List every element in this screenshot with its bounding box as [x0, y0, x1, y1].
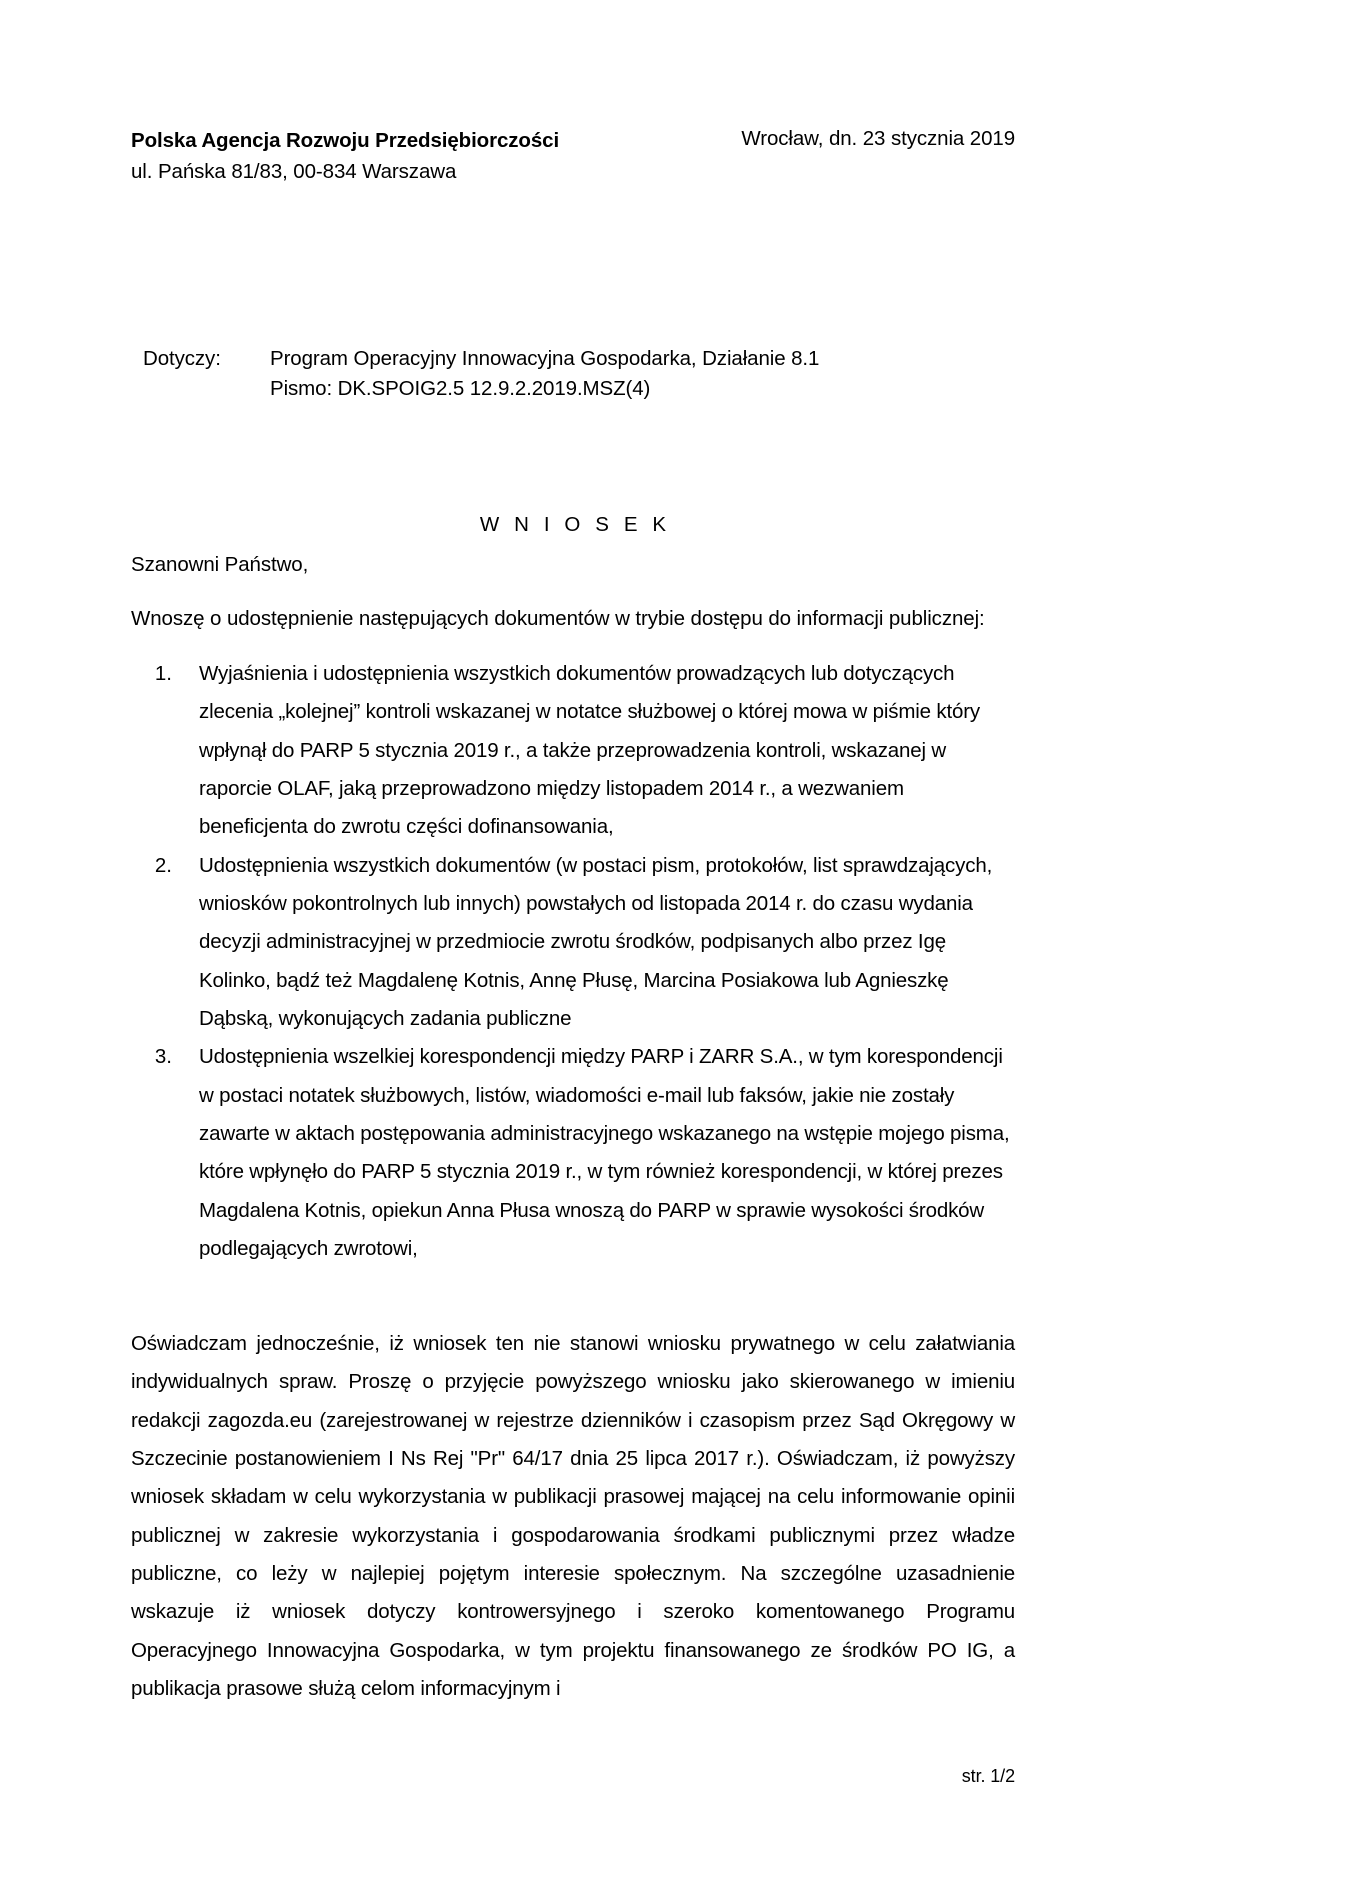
list-item-number: 3.: [154, 1045, 172, 1069]
list-item-text: Udostępnienia wszystkich dokumentów (w postaci pism, protokołów, list sprawdzających, wniosków pokontrolnych lub innych) powstałych od listopada 2014 r. do czasu wydania decyzji administracyjnej w przedmiocie zwrotu środków, podpisanych albo przez Igę Kolinko, bądź też Magdalenę Kotnis, Annę Płusę, Marcina Posiakowa lub Agnieszkę Dąbską, wykonujących zadania publiczne: [199, 853, 993, 1030]
list-item-number: 1.: [154, 662, 172, 685]
organization-address: ul. Pańska 81/83, 00-834 Warszawa: [131, 160, 457, 184]
salutation: Szanowni Państwo,: [131, 553, 309, 576]
document-title: W N I O S E K: [479, 513, 671, 536]
list-item-number: 2.: [154, 853, 172, 877]
request-list: [131, 655, 1015, 1268]
intro-paragraph: Wnoszę o udostępnienie następujących dokumentów w trybie dostępu do informacji publicznej:: [131, 607, 985, 630]
closing-paragraph: Oświadczam jednocześnie, iż wniosek ten nie stanowi wniosku prywatnego w celu załatwiania indywidualnych spraw. Proszę o przyjęcie powyższego wniosku jako skierowanego w imieniu redakcji zagozda.eu (zarejestrowanej w rejestrze dzienników i czasopism przez Sąd Okręgowy w Szczecinie postanowieniem I Ns Rej "Pr" 64/17 dnia 25 lipca 2017 r.). Oświadczam, iż powyższy wniosek składam w celu wykorzystania w publikacji prasowej mającej na celu informowanie opinii publicznej w zakresie wykorzystania i gospodarowania środkami publicznymi przez władze publiczne, co leży w najlepiej pojętym interesie społecznym. Na szczególne uzasadnienie wskazuje iż wniosek dotyczy kontrowersyjnego i szeroko komentowanego Programu Operacyjnego Innowacyjna Gospodarka, w tym projektu finansowanego ze środków PO IG, a publikacja prasowe służą celom informacyjnym i: [131, 1332, 1015, 1700]
list-item: [131, 847, 1015, 1039]
list-item-text: Wyjaśnienia i udostępnienia wszystkich dokumentów prowadzących lub dotyczących zlecenia „kolejnej” kontroli wskazanej w notatce służbowej o której mowa w piśmie który wpłynął do PARP 5 stycznia 2019 r., a także przeprowadzenia kontroli, wskazanej w raporcie OLAF, jaką przeprowadzono między listopadem 2014 r., a wezwaniem beneficjenta do zwrotu części dofinansowania,: [199, 662, 981, 839]
list-item: [131, 1038, 1015, 1268]
organization-name: Polska Agencja Rozwoju Przedsiębiorczości: [131, 129, 560, 152]
header-row: [131, 126, 1015, 186]
letter-header: [131, 126, 1015, 186]
place-and-date: Wrocław, dn. 23 stycznia 2019: [741, 127, 1015, 150]
addressee-block: [131, 126, 559, 186]
subject-block: [143, 344, 1015, 403]
list-item: [131, 655, 1015, 847]
subject-reference-line: Pismo: DK.SPOIG2.5 12.9.2.2019.MSZ(4): [270, 376, 651, 400]
page-number-footer: str. 1/2: [961, 1766, 1015, 1786]
subject-values: [270, 344, 1015, 403]
list-item-text: Udostępnienia wszelkiej korespondencji między PARP i ZARR S.A., w tym korespondencji w postaci notatek służbowych, listów, wiadomości e-mail lub faksów, jakie nie zostały zawarte w aktach postępowania administracyjnego wskazanego na wstępie mojego pisma, które wpłynęło do PARP 5 stycznia 2019 r., w tym również korespondencji, w której prezes Magdalena Kotnis, opiekun Anna Płusa wnoszą do PARP w sprawie wysokości środków podlegających zwrotowi,: [199, 1045, 1010, 1260]
subject-label: Dotyczy:: [143, 347, 221, 370]
subject-program-line: Program Operacyjny Innowacyjna Gospodarka, Działanie 8.1: [270, 347, 820, 370]
